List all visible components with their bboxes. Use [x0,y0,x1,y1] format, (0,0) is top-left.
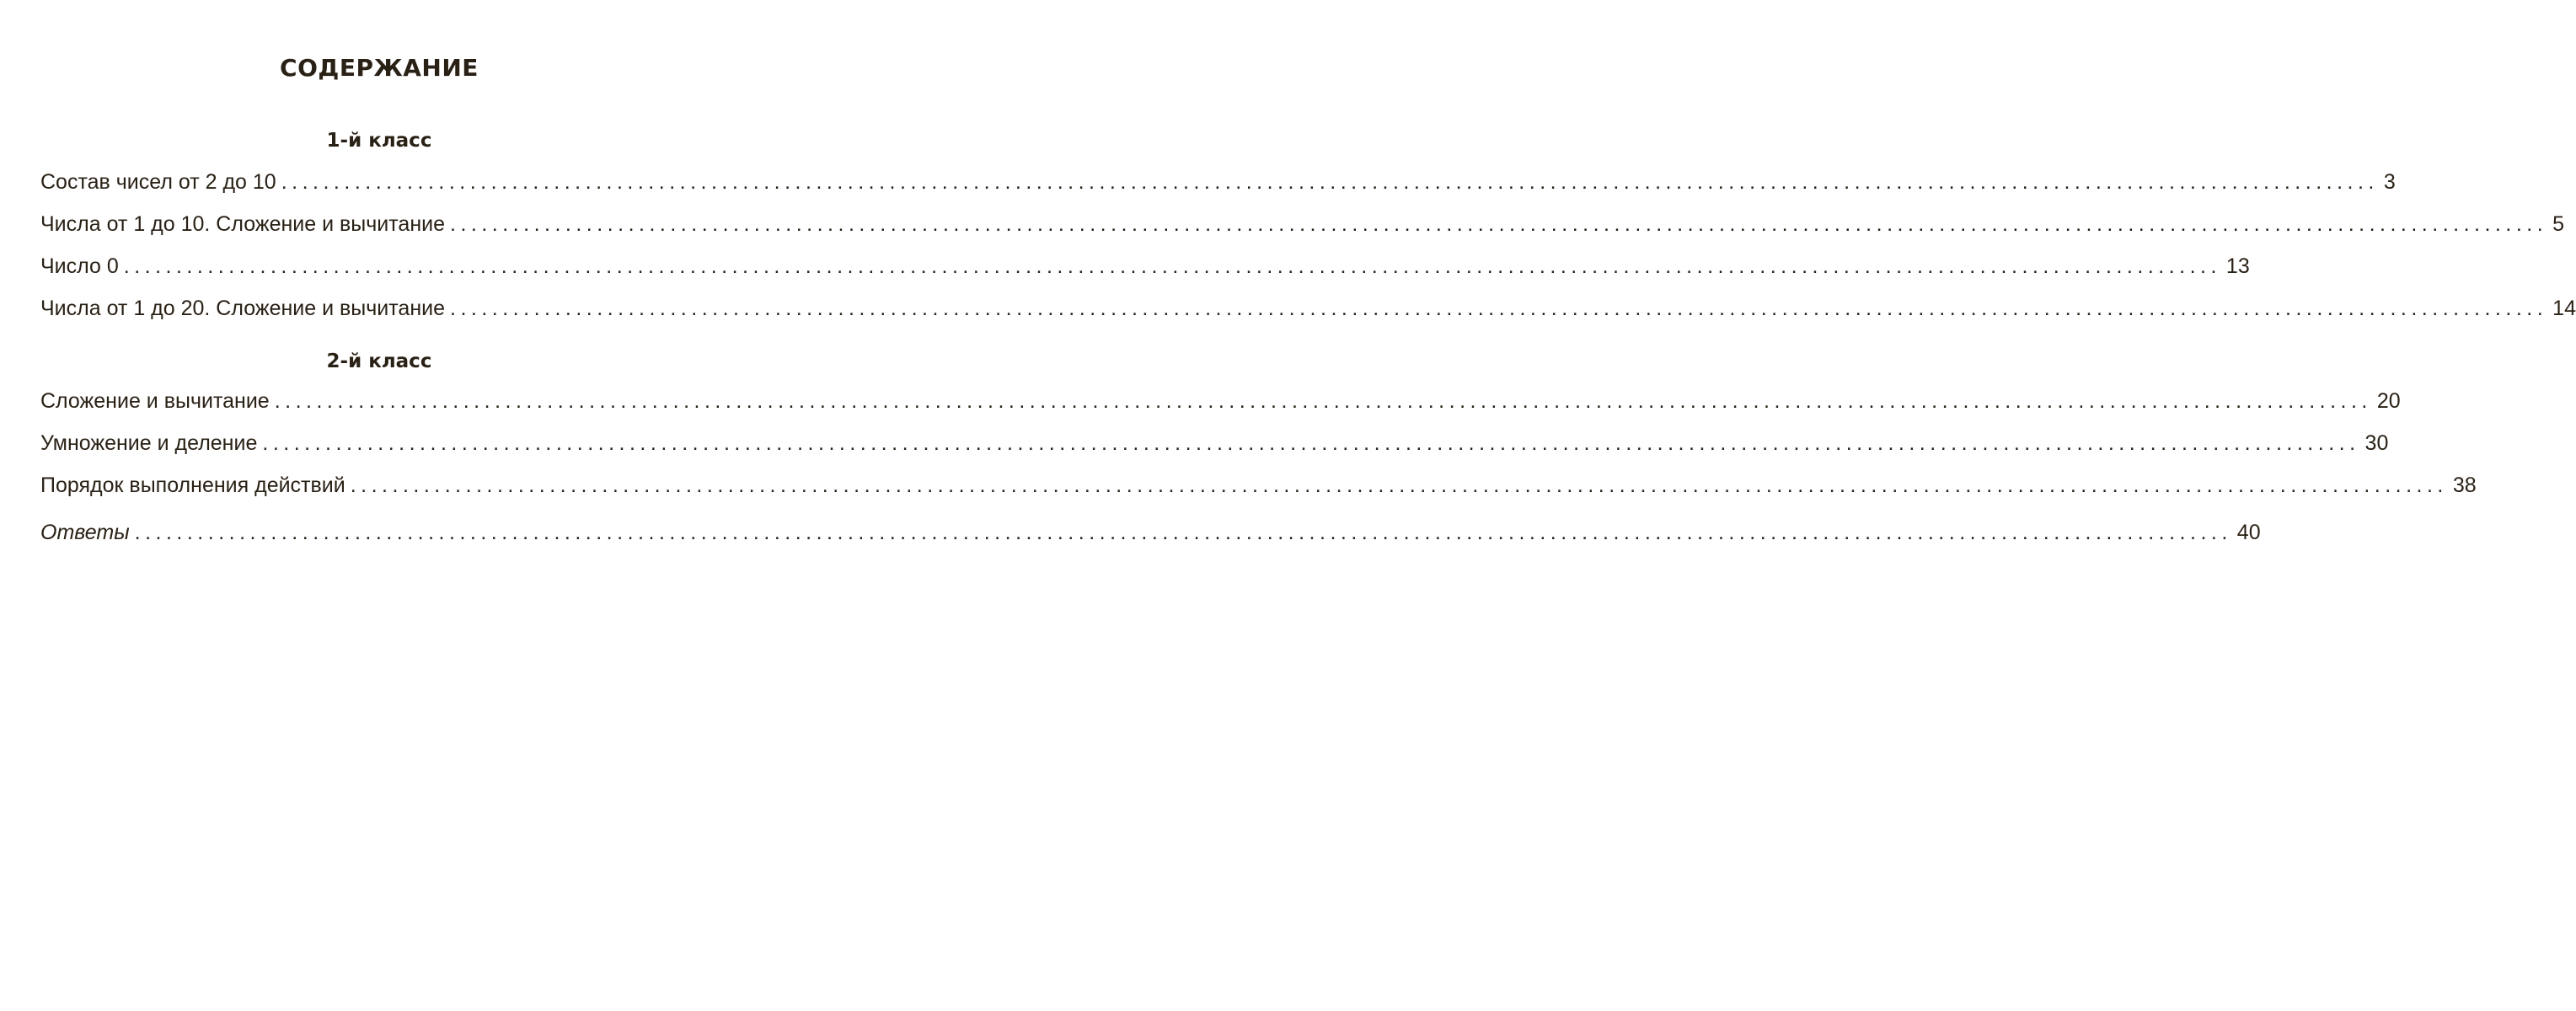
toc-entry[interactable] [40,297,2576,325]
dot-leader: ........................................................................................................................................................................................................ [262,431,2360,455]
toc-entry-page: 20 [2376,389,2401,413]
toc-entry[interactable] [40,254,2250,283]
dot-leader: ........................................................................................................................................................................................................ [274,389,2372,413]
toc-entry[interactable] [40,212,2565,241]
section-heading-grade-1: 1-й класс [326,130,432,152]
dot-leader: ........................................................................................................................................................................................................ [281,170,2379,194]
toc-entry-page: 5 [2552,212,2565,236]
toc-entry-label: Ответы [40,521,130,544]
toc-entry-page: 30 [2364,431,2389,455]
toc-entry-answers[interactable] [40,521,2261,549]
dot-leader: ........................................................................................................................................................................................................ [134,521,2232,544]
dot-leader: ........................................................................................................................................................................................................ [350,473,2448,497]
toc-entry[interactable] [40,431,2389,460]
toc-entry-page: 38 [2452,473,2477,497]
toc-entry-label: Сложение и вычитание [40,389,270,413]
dot-leader: ........................................................................................................................................................................................................ [123,254,2221,278]
page-title: СОДЕРЖАНИЕ [280,54,479,82]
toc-entry-label: Умножение и деление [40,431,258,455]
toc-entry-label: Числа от 1 до 20. Сложение и вычитание [40,297,445,320]
toc-entry-page: 3 [2383,170,2396,194]
dot-leader: ........................................................................................................................................................................................................ [450,297,2548,320]
dot-leader: ........................................................................................................................................................................................................ [450,212,2548,236]
toc-entry-label: Числа от 1 до 10. Сложение и вычитание [40,212,445,236]
toc-entry[interactable] [40,170,2396,199]
section-heading-grade-2: 2-й класс [326,350,432,372]
toc-entry-page: 13 [2225,254,2250,278]
toc-entry-page: 40 [2236,521,2261,544]
toc-entry-page: 14 [2552,297,2576,320]
toc-entry-label: Состав чисел от 2 до 10 [40,170,276,194]
toc-entry[interactable] [40,389,2401,418]
toc-entry-label: Число 0 [40,254,119,278]
toc-entry[interactable] [40,473,2477,502]
toc-entry-label: Порядок выполнения действий [40,473,345,497]
